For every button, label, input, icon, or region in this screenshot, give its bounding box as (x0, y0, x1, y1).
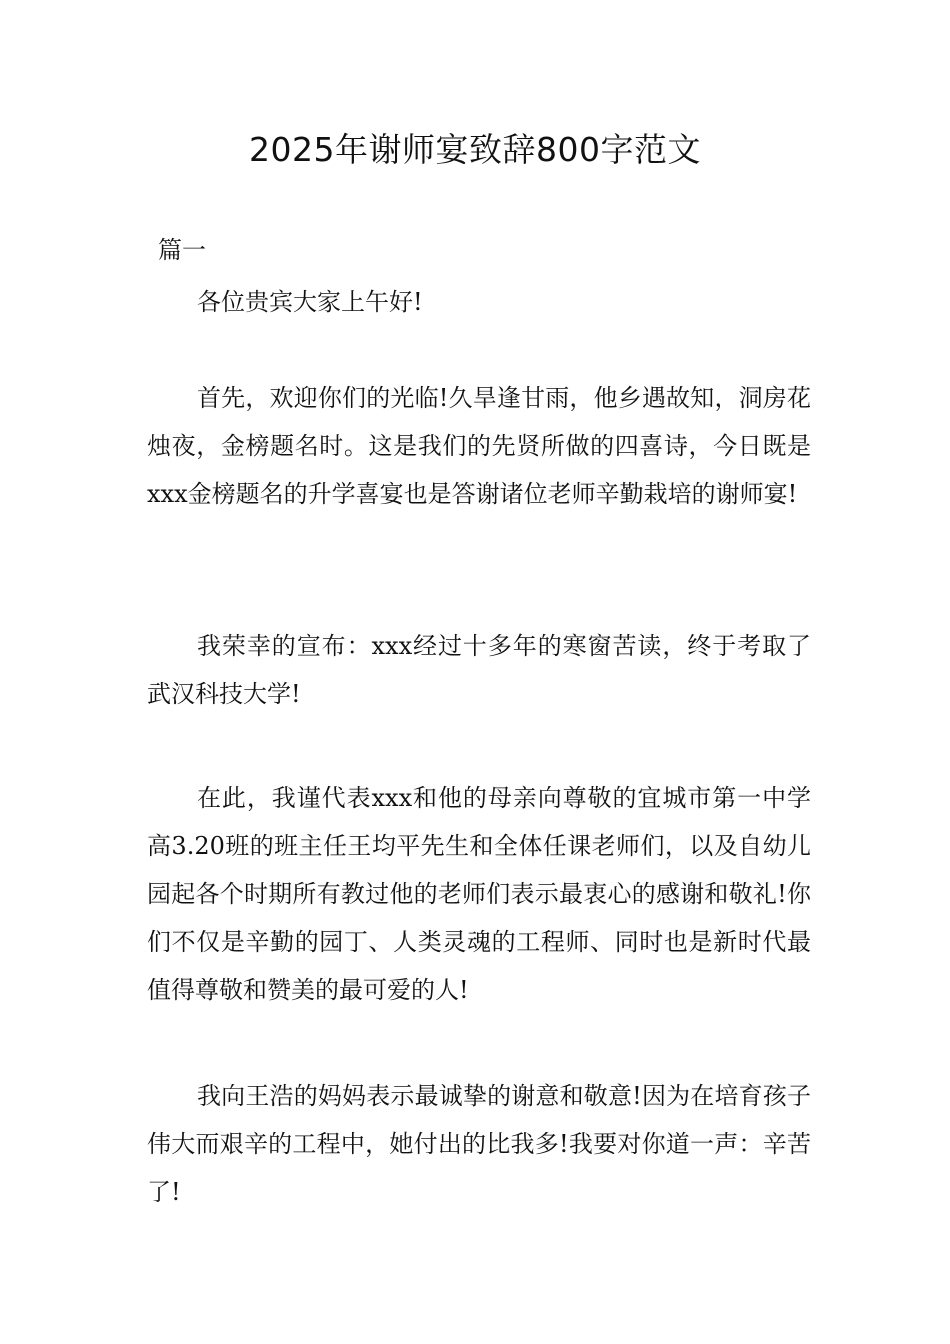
document-title: 2025年谢师宴致辞800字范文 (249, 130, 701, 169)
section-label: 篇一 (158, 236, 206, 264)
paragraph-announcement: 我荣幸的宣布：xxx经过十多年的寒窗苦读，终于考取了武汉科技大学! (147, 632, 811, 708)
paragraph-welcome: 首先，欢迎你们的光临!久旱逢甘雨，他乡遇故知，洞房花烛夜，金榜题名时。这是我们的先贤所做的四喜诗，今日既是xxx金榜题名的升学喜宴也是答谢诸位老师辛勤栽培的谢师宴! (147, 384, 811, 508)
paragraph-thanks-mother: 我向王浩的妈妈表示最诚挚的谢意和敬意!因为在培育孩子伟大而艰辛的工程中，她付出的比我多!我要对你道一声：辛苦了! (147, 1082, 811, 1206)
paragraph-greeting: 各位贵宾大家上午好! (197, 288, 423, 316)
paragraph-thanks-teachers: 在此，我谨代表xxx和他的母亲向尊敬的宜城市第一中学高3.20班的班主任王均平先生和全体任课老师们，以及自幼儿园起各个时期所有教过他的老师们表示最衷心的感谢和敬礼!你们不仅是辛勤的园丁、人类灵魂的工程师、同时也是新时代最值得尊敬和赞美的最可爱的人! (147, 784, 811, 1004)
